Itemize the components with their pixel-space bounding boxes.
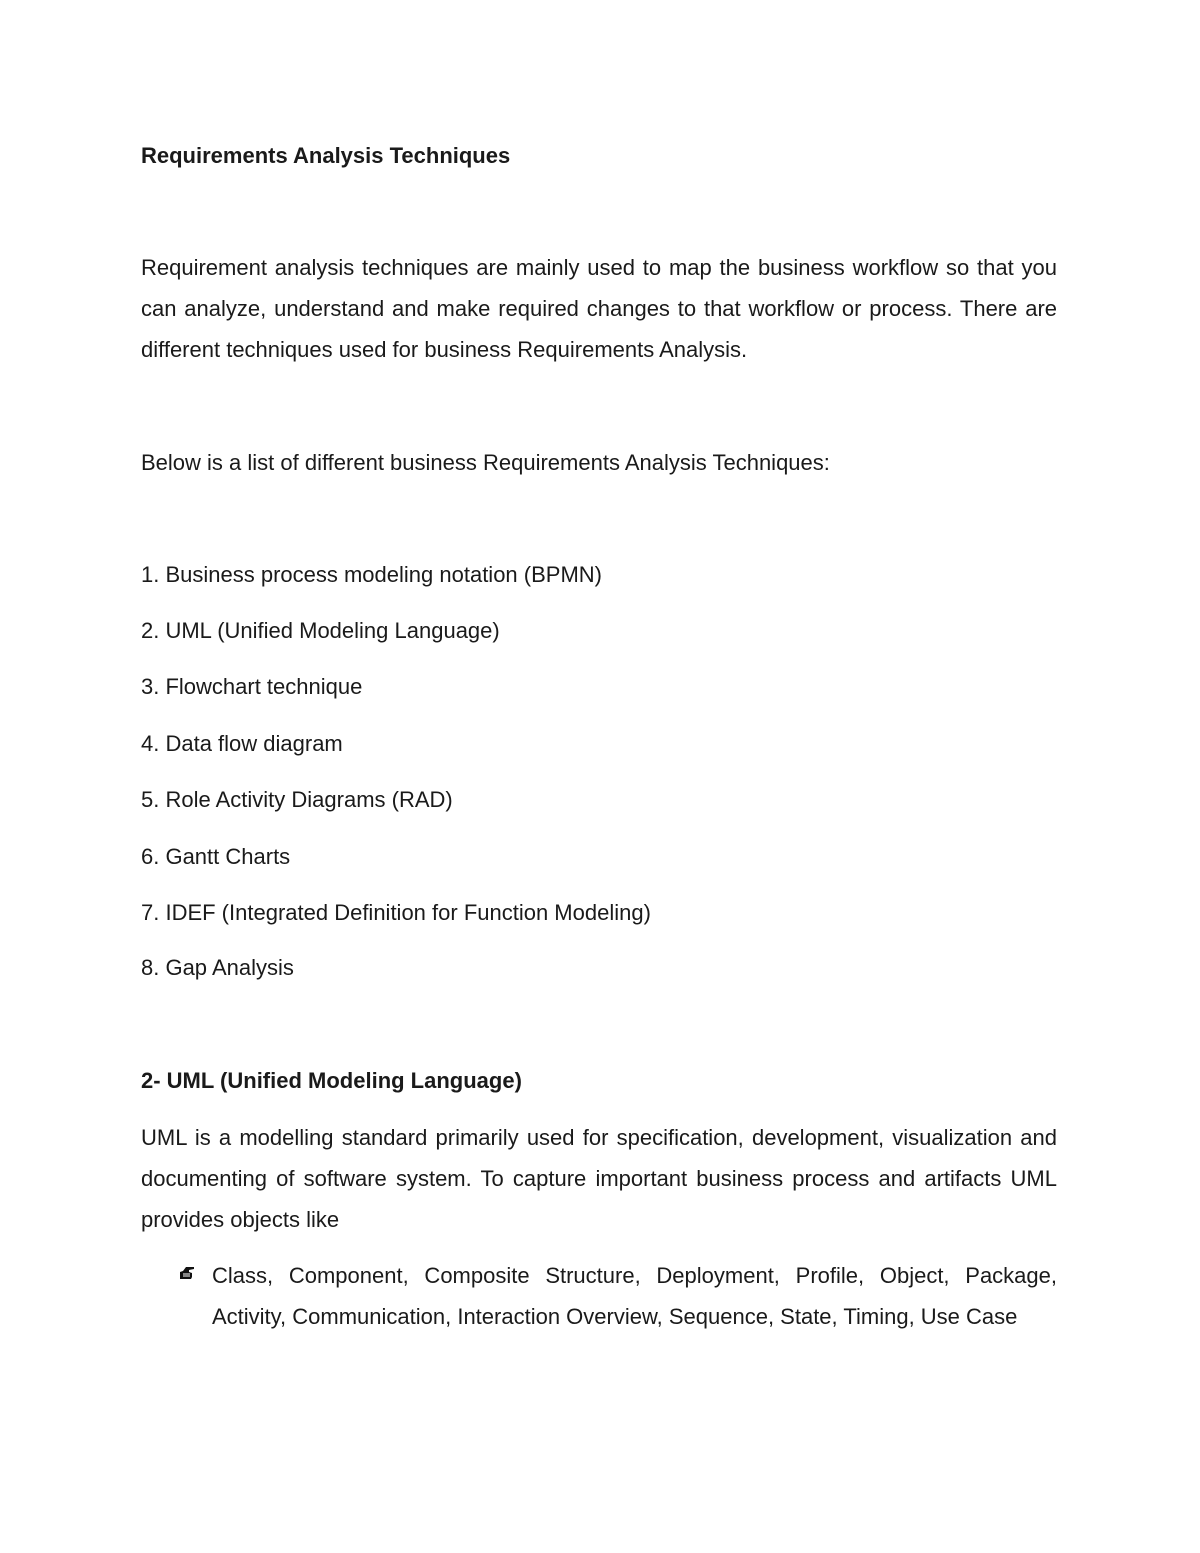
list-intro: Below is a list of different business Requirements Analysis Techniques: (141, 450, 830, 475)
list-item: 8. Gap Analysis (141, 955, 294, 980)
section-paragraph: UML is a modelling standard primarily used for specification, development, visualization and documenting of software system. To capture important business process and artifacts UML provides objects like (141, 1125, 1057, 1232)
list-item: 3. Flowchart technique (141, 674, 363, 699)
list-item: 1. Business process modeling notation (BPMN) (141, 562, 602, 587)
list-item: 6. Gantt Charts (141, 844, 291, 869)
bullet-text: Class, Component, Composite Structure, Deployment, Profile, Object, Package, Activity, Communication, Interaction Overview, Sequence, State, Timing, Use Case (212, 1263, 1057, 1329)
pointing-hand-icon (179, 1266, 195, 1280)
list-item: 7. IDEF (Integrated Definition for Function Modeling) (141, 900, 651, 925)
list-item: 5. Role Activity Diagrams (RAD) (141, 787, 453, 812)
intro-paragraph: Requirement analysis techniques are mainly used to map the business workflow so that you can analyze, understand and make required changes to that workflow or process. There are different techniques used for business Requirements Analysis. (141, 255, 1057, 362)
list-item: 2. UML (Unified Modeling Language) (141, 618, 500, 643)
document-title: Requirements Analysis Techniques (141, 143, 511, 168)
section-heading: 2- UML (Unified Modeling Language) (141, 1068, 522, 1093)
list-item: 4. Data flow diagram (141, 731, 343, 756)
